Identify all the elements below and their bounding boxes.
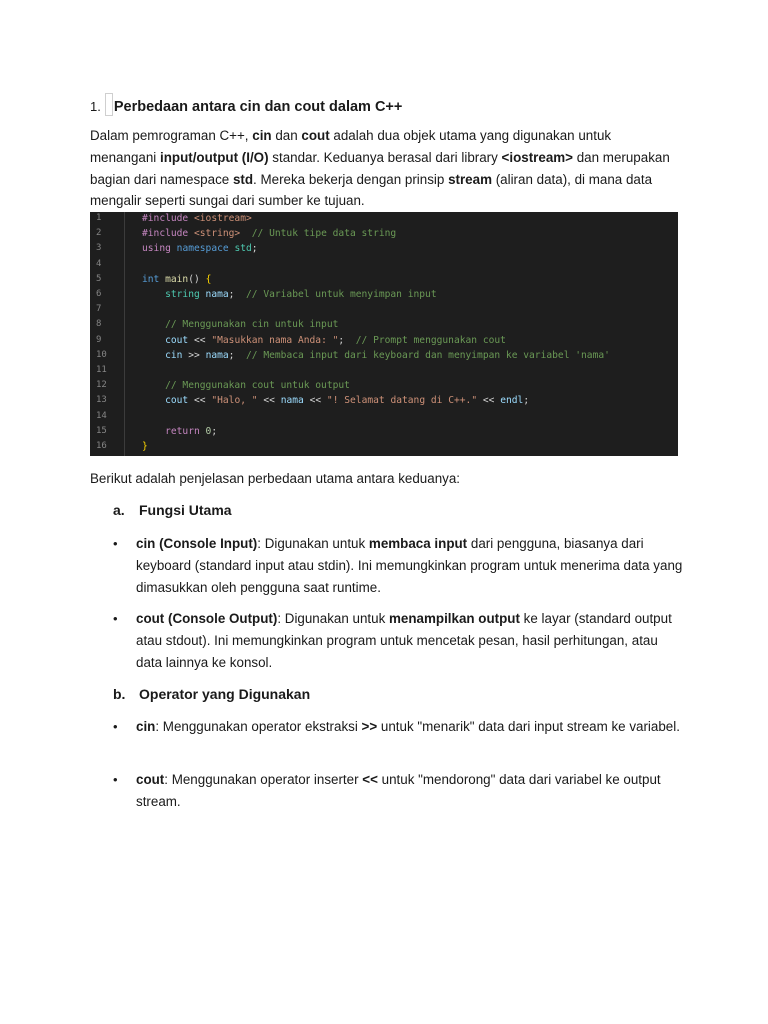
code-line-9 [142, 333, 506, 348]
code-token: "Halo, " [211, 395, 258, 407]
line-number: 5 [96, 273, 102, 284]
heading-number: 1. [90, 99, 101, 114]
code-line-2 [142, 226, 396, 241]
list-item-text [136, 716, 683, 738]
list-item-bold: >> [361, 719, 378, 734]
intro-text: dan merupakan bagian dari namespace [90, 149, 670, 187]
intro-text: standar. Keduanya berasal dari library [268, 149, 502, 165]
code-token: return [165, 425, 200, 437]
list-item-span: dari pengguna, biasanya dari keyboard (standard input atau stdin). Ini memungkinkan program untuk menerima data yang dimasukkan oleh pengguna saat runtime. [136, 536, 683, 595]
code-token: "Masukkan nama Anda: " [211, 334, 339, 346]
list-item [113, 716, 683, 738]
subheading-title: Fungsi Utama [139, 502, 232, 518]
code-token: cout [165, 395, 189, 407]
code-token: ; [523, 395, 530, 407]
line-number: 2 [96, 228, 102, 239]
list-item-text [136, 769, 683, 813]
code-line-5 [142, 272, 211, 287]
intro-bold: <iostream> [501, 149, 574, 165]
list-item-span: : Digunakan untuk [277, 611, 389, 626]
text-cursor-box [105, 93, 113, 116]
code-token: string [165, 289, 200, 300]
subheading-b [113, 684, 310, 704]
list-item-bold: cin (Console Input) [136, 536, 258, 551]
code-token: << [194, 395, 206, 407]
subheading-title: Operator yang Digunakan [139, 686, 311, 702]
code-token: cin [165, 349, 183, 361]
line-number: 7 [96, 304, 102, 315]
line-number: 8 [96, 319, 102, 330]
line-number: 10 [96, 349, 107, 360]
code-line-13 [142, 393, 529, 408]
list-item-span: : Menggunakan operator ekstraksi [155, 719, 362, 734]
code-line-3 [142, 241, 258, 256]
code-token: // Membaca input dari keyboard dan menyimpan ke variabel 'nama' [246, 349, 610, 361]
line-number: 11 [96, 365, 107, 375]
code-line-6 [142, 287, 437, 302]
bullet-icon: • [113, 719, 118, 734]
code-line-8 [142, 317, 338, 332]
code-token: #include [142, 213, 189, 224]
bullet-icon: • [113, 611, 118, 626]
line-number: 15 [96, 425, 107, 436]
list-item-bold: cout [136, 772, 165, 787]
code-token: namespace [176, 243, 229, 255]
subheading-letter: b. [113, 686, 126, 702]
line-number: 9 [96, 334, 102, 345]
code-token: <iostream> [194, 213, 252, 224]
code-token: ; [228, 349, 235, 361]
code-token: ; [211, 425, 218, 437]
code-token: << [263, 395, 275, 407]
line-number: 12 [96, 380, 107, 391]
code-token: std [234, 243, 252, 255]
code-token: // Prompt menggunakan cout [355, 334, 506, 346]
list-item [113, 769, 683, 813]
list-item-text [136, 533, 683, 598]
line-number-gutter [90, 212, 122, 456]
intro-bold: cin [252, 128, 272, 143]
code-token: nama [205, 349, 229, 361]
intro-text: dan [271, 128, 302, 143]
code-token: nama [280, 395, 304, 407]
code-line-12 [142, 378, 350, 393]
code-token: 0 [205, 425, 212, 437]
list-item-span: : Menggunakan operator inserter [164, 772, 363, 787]
code-token: <string> [194, 228, 241, 240]
list-item-bold: << [362, 772, 378, 787]
code-token: main [165, 273, 189, 285]
code-token: << [194, 334, 206, 346]
list-item-span: ke layar (standard output atau stdout). Ini memungkinkan program untuk mencetak pesan, hasil perhitungan, atau data lainnya ke konsol. [136, 611, 672, 670]
code-token: ; [338, 334, 345, 346]
code-token: nama [205, 289, 229, 300]
line-number: 4 [96, 258, 102, 269]
list-item-text [136, 608, 683, 673]
code-token: // Menggunakan cout untuk output [165, 380, 350, 392]
list-item-bold: membaca input [368, 536, 468, 551]
line-number: 6 [96, 289, 102, 299]
intro-bold: input/output (I/O) [159, 149, 269, 165]
code-token: cout [165, 334, 189, 346]
code-token: << [309, 395, 322, 407]
code-token: endl [500, 395, 524, 407]
code-token: // Untuk tipe data string [251, 228, 397, 240]
list-item [113, 608, 683, 673]
intro-text: (aliran data), di mana data mengalir seperti sungai dari sumber ke tujuan. [90, 171, 653, 209]
list-item-bold: menampilkan output [389, 611, 520, 626]
list-item-span: : Digunakan untuk [257, 536, 369, 551]
line-number: 1 [96, 213, 102, 223]
code-token: "! Selamat datang di C++." [326, 395, 478, 407]
list-item-span: untuk "menarik" data dari input stream ke variabel. [377, 719, 680, 734]
intro-text: . Mereka bekerja dengan prinsip [253, 171, 449, 187]
code-token: >> [188, 349, 200, 361]
intro-text: adalah dua objek utama yang digunakan untuk menangani [90, 128, 612, 165]
list-item [113, 533, 683, 598]
code-token: using [142, 243, 171, 255]
section-heading [90, 93, 402, 117]
code-token: ; [251, 243, 258, 255]
code-line-15 [142, 424, 217, 439]
list-item-bold: cout (Console Output) [136, 611, 278, 626]
lead-paragraph: Berikut adalah penjelasan perbedaan utama antara keduanya: [90, 471, 461, 486]
code-token: int [142, 273, 160, 285]
code-screenshot [90, 212, 678, 456]
code-token: ; [228, 289, 235, 300]
code-token: // Variabel untuk menyimpan input [246, 289, 437, 300]
line-number: 13 [96, 395, 107, 406]
list-item-span: untuk "mendorong" data dari variabel ke output stream. [136, 772, 661, 809]
code-token: // Menggunakan cin untuk input [165, 319, 339, 331]
intro-bold: cout [301, 128, 330, 143]
bullet-icon: • [113, 772, 118, 787]
code-line-16 [142, 439, 148, 454]
gutter-divider [124, 212, 125, 456]
intro-paragraph [90, 125, 680, 212]
code-token: #include [142, 228, 189, 240]
code-token: () [188, 273, 200, 285]
code-token: << [482, 395, 495, 407]
heading-title: Perbedaan antara cin dan cout dalam C++ [113, 99, 403, 115]
line-number: 3 [96, 243, 102, 254]
intro-bold: std [232, 171, 254, 187]
list-item-bold: cin [136, 719, 156, 734]
intro-bold: stream [448, 171, 492, 187]
line-number: 14 [96, 410, 107, 421]
line-number: 16 [96, 441, 107, 451]
subheading-a [113, 500, 232, 520]
code-token: } [142, 441, 148, 452]
intro-text: Dalam pemrograman C++, [90, 128, 253, 143]
subheading-letter: a. [113, 502, 125, 518]
code-token: { [205, 273, 212, 285]
code-line-1 [142, 212, 252, 226]
bullet-icon: • [113, 536, 118, 551]
code-line-10 [142, 348, 610, 363]
